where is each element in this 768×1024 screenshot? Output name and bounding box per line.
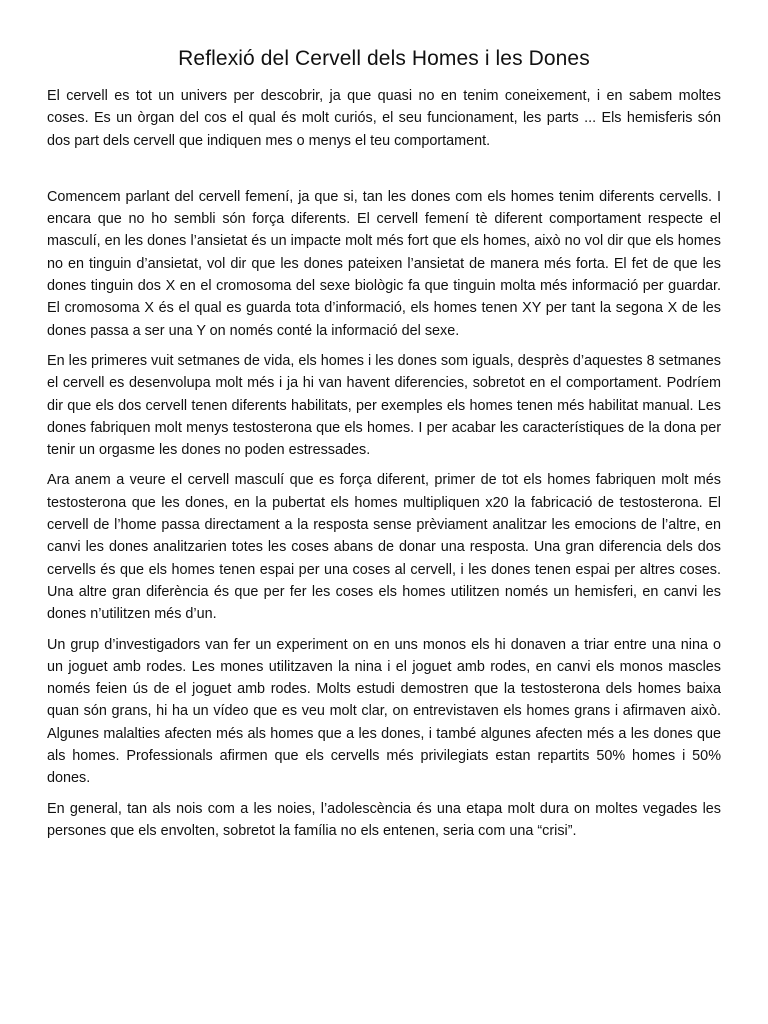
paragraph-male-brain: Ara anem a veure el cervell masculí que es força diferent, primer de tot els homes fabriquen molt més testosterona que les dones, en la pubertat els homes multipliquen x20 la fabricació de testosterona. El cervell de l’home passa directament a la resposta sense prèviament analitzar les emocions de l’altre, en canvi les dones analitzarien totes les coses abans de donar una resposta. Una gran diferencia dels dos cervells és que els homes tenen espai per una coses al cervell, i les dones tenen espai per altres coses. Una altre gran diferència és que per fer les coses els homes utilitzen només un hemisferi, en canvi les dones n’utilitzen més d’un. xyxy=(47,472,721,623)
paragraph-intro: El cervell es tot un univers per descobrir, ja que quasi no en tenim coneixement, i en sabem moltes coses. Es un òrgan del cos el qual és molt curiós, el seu funcionament, les parts ... Els hemisferis són dos part dels cervell que indiquen mes o menys el teu comportament. xyxy=(47,88,721,149)
paragraph-first-weeks: En les primeres vuit setmanes de vida, els homes i les dones som iguals, desprès d’aquestes 8 setmanes el cervell es desenvolupa molt més i ja hi van havent diferencies, sobretot en el comportament. Podríem dir que els dos cervell tenen diferents habilitats, per exemples els homes tenen més habilitat manual. Les dones fabriquen molt menys testosterona que els homes. I per acabar les característiques de la dona per tenir un orgasme les dones no poden estressades. xyxy=(47,352,721,459)
paragraph-female-brain: Comencem parlant del cervell femení, ja que si, tan les dones com els homes tenim diferents cervells. I encara que no ho sembli són força diferents. El cervell femení tè diferent comportament respecte el masculí, en les dones l’ansietat és un impacte molt més fort que els homes, això no vol dir que els homes no en tinguin d’ansietat, vol dir que les dones pateixen l’ansietat de manera més forta. El fet de que les dones tinguin dos X en el cromosoma del sexe biològic fa que tinguin molta més informació per guardar. El cromosoma X és el qual es guarda tota d’informació, els homes tenen XY per tant la segona X de les dones passa a ser una Y on només conté la informació del sexe. xyxy=(47,188,721,339)
document-title: Reflexió del Cervell dels Homes i les Dones xyxy=(178,47,590,70)
paragraph-experiment: Un grup d’investigadors van fer un experiment on en uns monos els hi donaven a triar entre una nina o un joguet amb rodes. Les mones utilitzaven la nina i el joguet amb rodes, en canvi els monos mascles només feien ús de el joguet amb rodes. Molts estudi demostren que la testosterona dels homes baixa quan són grans, hi ha un vídeo que es veu molt clar, on entrevistaven els homes grans i afirmaven això. Algunes malalties afecten més als homes que a les dones, i també algunes afecten més a les dones que als homes. Professionals afirmen que els cervells més privilegiats estan repartits 50% homes i 50% dones. xyxy=(47,636,721,787)
document-page xyxy=(47,44,721,842)
paragraph-conclusion: En general, tan als nois com a les noies, l’adolescència és una etapa molt dura on moltes vegades les persones que els envolten, sobretot la família no els entenen, seria com una “crisi”. xyxy=(47,800,721,839)
